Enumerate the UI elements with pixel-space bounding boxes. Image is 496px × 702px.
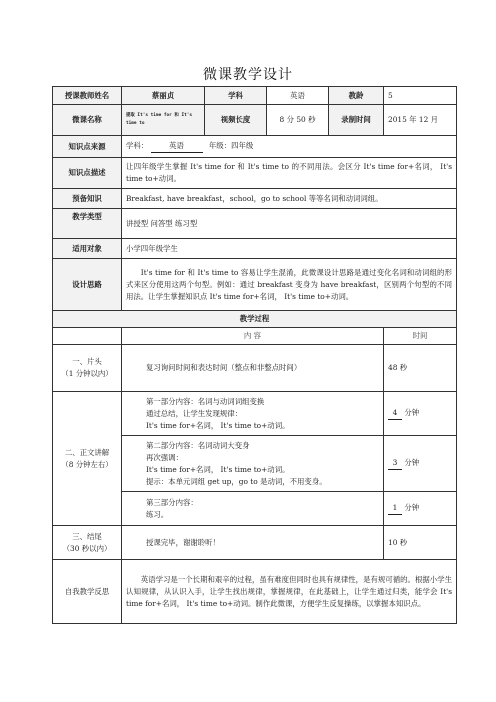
record-label: 录制时间: [329, 105, 384, 136]
stage-1-line: 复习询问时间和表达时间（整点和非整点时间）: [146, 363, 302, 372]
stage-2-part-1: [122, 392, 384, 436]
stage-1-content: [122, 345, 384, 392]
part-2-line: It's time for+名词， It's time to+动词。: [146, 464, 290, 474]
course-value: 提取 It's time for 和 It's time to: [122, 105, 205, 136]
age-value: 5: [384, 87, 457, 105]
stage-3-title: 三、结尾: [72, 531, 102, 541]
course-label: 微课名称: [53, 105, 122, 136]
stage-1-sub: （1 分钟以内）: [61, 369, 113, 378]
part-1-time-num: 4: [388, 407, 402, 420]
part-2-line: 提示：本单元词组 get up，go to 是动词，不用变身。: [146, 476, 327, 486]
reflection-label: 自我教学反思: [53, 560, 122, 624]
type-text: 讲授型 问答型 练习型: [122, 209, 457, 239]
prep-label: 预备知识: [53, 189, 122, 209]
page-title: 微课教学设计: [203, 67, 293, 83]
stage-1-title: 一、片头: [72, 357, 102, 366]
stage-col-header: [53, 328, 122, 345]
process-header: 教学过程: [53, 311, 457, 328]
source-subject-prefix: 学科：: [126, 141, 149, 150]
part-3-time-unit: 分钟: [404, 503, 420, 512]
desc-label: 知识点描述: [53, 158, 122, 189]
source-label: 知识点来源: [53, 136, 122, 158]
stage-2: [53, 392, 122, 526]
subject-label: 学科: [205, 87, 267, 105]
part-1-time-unit: 分钟: [404, 408, 420, 417]
part-3-line: 练习。: [146, 509, 169, 519]
stage-3-line: 授课完毕，谢谢聆听！: [146, 537, 220, 547]
desc-text: 让四年级学生掌握 It's time for 和 It's time to 的不同用法。会区分 It's time for+名词， It's time to+动词。: [122, 158, 457, 189]
part-1-line: It's time for+名词， It's time to+动词。: [146, 420, 290, 430]
age-label: 教龄: [329, 87, 384, 105]
length-value: 8 分 50 秒: [267, 105, 329, 136]
part-2-line: 再次强调：: [146, 452, 183, 462]
design-label: 设计思路: [53, 259, 122, 311]
source-content: [122, 136, 457, 158]
part-3-time-num: 1: [388, 502, 402, 515]
length-label: 视频长度: [205, 105, 267, 136]
stage-3: [53, 526, 122, 560]
part-1-line: 第一部分内容：名词与动词词组变换: [146, 396, 265, 406]
prep-text: Breakfast, have breakfast，school，go to school 等等名词和动词词组。: [122, 189, 457, 209]
part-2-line: 第二部分内容：名词动词大变身: [146, 440, 250, 450]
content-col-header: 内 容: [122, 328, 384, 345]
stage-3-content: [122, 526, 384, 560]
stage-2-title: 二、正文讲解: [64, 447, 110, 457]
source-grade: 年级：四年级: [208, 141, 254, 150]
record-value: 2015 年 12 月: [384, 105, 457, 136]
subject-value: 英语: [267, 87, 329, 105]
stage-1-time: 48 秒: [384, 345, 457, 392]
type-label: 教学类型: [53, 209, 122, 239]
stage-3-time: 10 秒: [384, 526, 457, 560]
time-col-header: 时间: [384, 328, 457, 345]
teacher-value: 蔡丽贞: [122, 87, 205, 105]
part-1-line: 通过总结，让学生发现规律：: [146, 408, 243, 418]
part-1-time: [384, 392, 457, 436]
part-2-time-unit: 分钟: [404, 458, 420, 467]
reflection-text: 英语学习是一个长期和艰辛的过程，虽有难度但同时也具有规律性，是有规可循的。根据小学生认知规律，从认识入手，让学生找出规律，掌握规律，在此基础上，让学生通过归类，能学会 It's time for+名词， It's time to+动词。制作此微课，方便学生反复操练，以掌握本知识点。: [122, 560, 457, 624]
teacher-label: 授课教师姓名: [53, 87, 122, 105]
part-3-time: [384, 492, 457, 526]
design-text: It's time for 和 It's time to 容易让学生混淆，此微课设计思路是通过变化名词和动词组的形式来区分使用这两个句型。例如：通过 breakfast 变身为 have breakfast，区别两个句型的不同用法。让学生掌握知识点 It's time for+名词， It's time to+动词。: [122, 259, 457, 311]
stage-3-sub: （30 秒以内）: [62, 543, 112, 553]
lesson-design-table: [52, 86, 457, 624]
target-text: 小学四年级学生: [122, 239, 457, 259]
stage-2-part-3: [122, 492, 384, 526]
part-2-time-num: 3: [388, 457, 402, 470]
stage-2-part-2: [122, 436, 384, 492]
target-label: 适用对象: [53, 239, 122, 259]
stage-2-sub: （8 分钟左右）: [61, 459, 113, 469]
stage-1: [53, 345, 122, 392]
part-2-time: [384, 436, 457, 492]
part-3-line: 第三部分内容：: [146, 497, 198, 507]
source-subject-value: 英语: [151, 140, 203, 153]
